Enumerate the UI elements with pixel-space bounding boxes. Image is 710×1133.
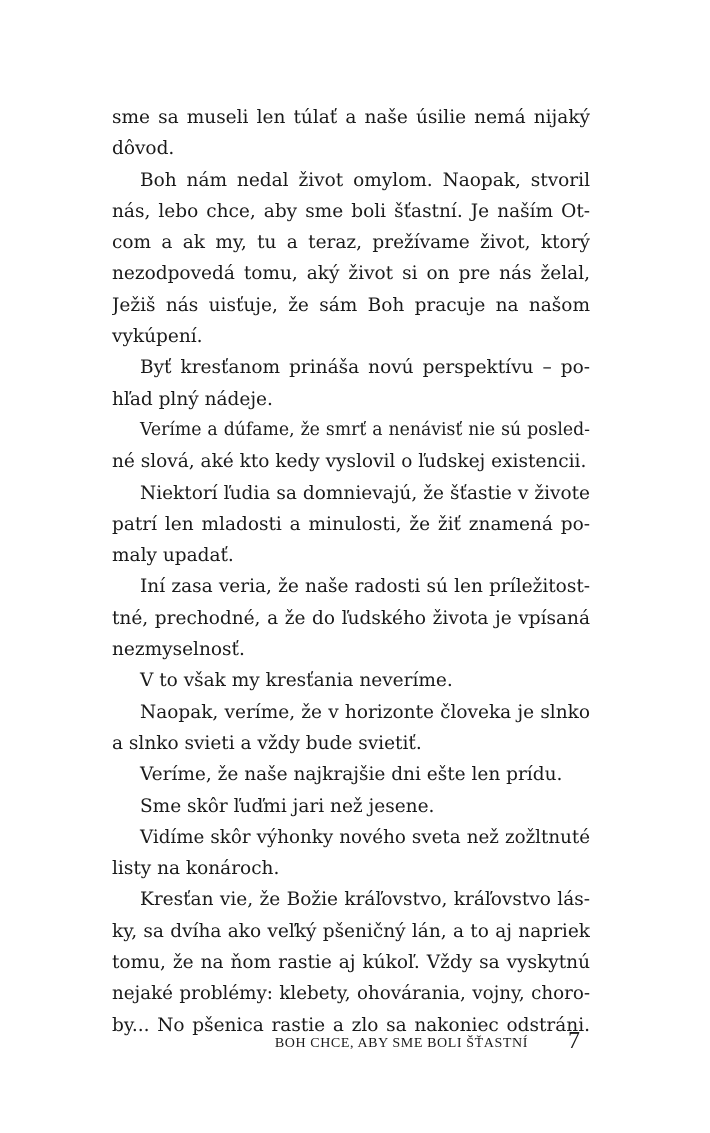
running-footer: [270, 1028, 590, 1062]
running-title: BOH CHCE, ABY SME BOLI ŠŤASTNÍ: [274, 1036, 528, 1051]
text-line: Byť kresťanom prináša novú perspektívu – po-: [140, 357, 590, 379]
text-line: vykúpení.: [112, 326, 203, 348]
text-line: nezodpovedá tomu, aký život si on pre nás želal,: [112, 263, 590, 285]
text-line: Iní zasa veria, že naše radosti sú len príležitost-: [140, 576, 590, 598]
text-line: Veríme, že naše najkrajšie dni ešte len prídu.: [140, 764, 563, 786]
text-line: a slnko svieti a vždy bude svietiť.: [112, 732, 422, 754]
text-line: listy na konároch.: [112, 858, 280, 880]
text-line: Ježiš nás uisťuje, že sám Boh pracuje na našom: [112, 294, 590, 316]
text-line: dôvod.: [112, 138, 175, 160]
text-line: Sme skôr ľuďmi jari než jesene.: [140, 795, 435, 817]
text-line: Veríme a dúfame, že smrť a nenávisť nie sú posled-: [140, 419, 590, 440]
text-line: tné, prechodné, a že do ľudského života je vpísaná: [112, 607, 590, 629]
text-line: hľad plný nádeje.: [112, 388, 273, 410]
text-line: patrí len mladosti a minulosti, že žiť znamená po-: [112, 513, 590, 535]
body-text: [112, 102, 590, 1041]
text-line: Boh nám nedal život omylom. Naopak, stvoril: [140, 169, 590, 191]
text-line: né slová, aké kto kedy vyslovil o ľudskej existencii.: [112, 451, 587, 473]
text-line: by... No pšenica rastie a zlo sa nakoniec odstráni.: [112, 1014, 590, 1036]
text-line: Kresťan vie, že Božie kráľovstvo, kráľovstvo lás-: [140, 889, 590, 911]
text-line: sme sa museli len túlať a naše úsilie nemá nijaký: [112, 107, 590, 128]
text-line: nejaké problémy: klebety, ohovárania, vojny, choro-: [112, 983, 590, 1005]
text-line: nás, lebo chce, aby sme boli šťastní. Je naším Ot-: [112, 200, 590, 222]
text-line: Niektorí ľudia sa domnievajú, že šťastie v živote: [140, 482, 590, 504]
text-line: Naopak, veríme, že v horizonte človeka je slnko: [140, 701, 590, 723]
text-line: com a ak my, tu a teraz, prežívame život, ktorý: [112, 232, 590, 254]
text-line: V to však my kresťania neveríme.: [140, 670, 453, 692]
page-number: 7: [568, 1028, 580, 1054]
text-line: nezmyselnosť.: [112, 639, 245, 661]
text-line: ky, sa dvíha ako veľký pšeničný lán, a to aj napriek: [112, 920, 590, 942]
text-line: maly upadať.: [112, 545, 234, 567]
text-line: tomu, že na ňom rastie aj kúkoľ. Vždy sa vyskytnú: [112, 952, 590, 974]
text-line: Vidíme skôr výhonky nového sveta než zožltnuté: [140, 826, 590, 848]
